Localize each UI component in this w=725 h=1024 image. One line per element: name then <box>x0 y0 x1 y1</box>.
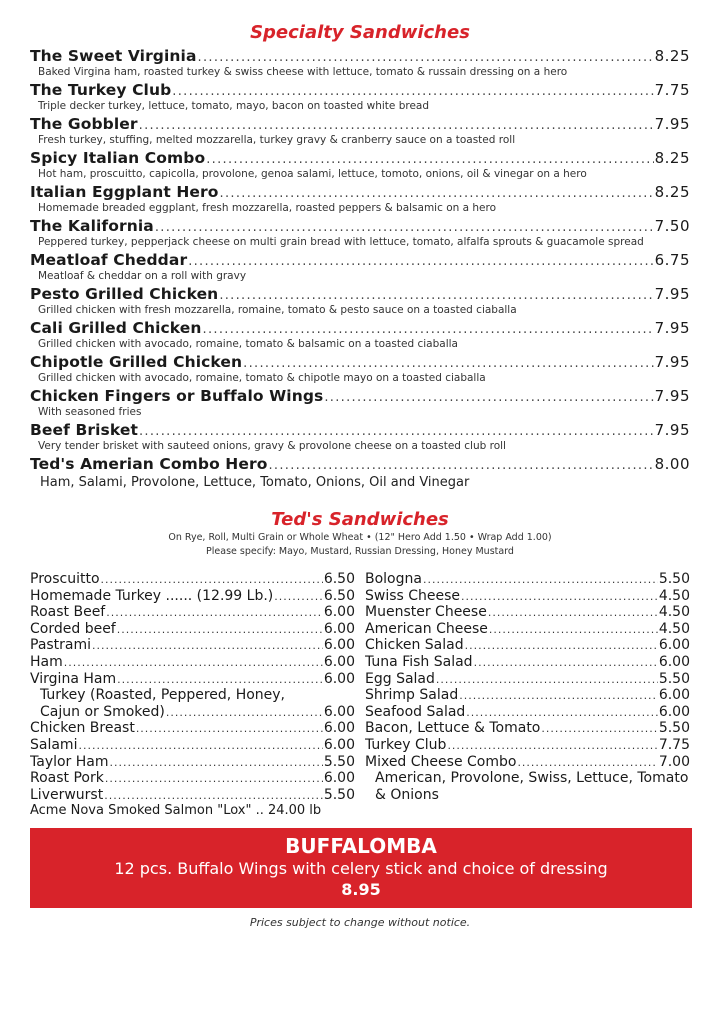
menu-page <box>30 22 690 929</box>
menu-item-row <box>30 387 690 406</box>
menu-item-description: Meatloaf & cheddar on a roll with gravy <box>38 270 247 282</box>
menu-item <box>30 81 690 113</box>
list-item-name: Tuna Fish Salad <box>365 653 473 670</box>
dot-leader <box>447 739 657 752</box>
dot-leader <box>110 756 323 769</box>
menu-item-row <box>30 115 690 134</box>
menu-item-price: 7.95 <box>654 421 690 439</box>
list-item <box>365 621 690 638</box>
menu-item-row <box>30 455 690 474</box>
price-disclaimer: Prices subject to change without notice. <box>249 915 471 929</box>
dot-leader <box>198 50 654 65</box>
list-item-price: 6.00 <box>323 620 355 637</box>
condiment-note: Please specify: Mayo, Mustard, Russian Dressing, Honey Mustard <box>206 546 514 557</box>
menu-item-row <box>30 47 690 66</box>
list-item-name: Roast Pork <box>30 770 104 787</box>
list-item <box>365 654 690 671</box>
dot-leader <box>436 673 658 686</box>
dot-leader <box>92 639 323 652</box>
menu-item-name: The Turkey Club <box>30 81 172 99</box>
menu-item-price: 8.25 <box>654 47 690 65</box>
dot-leader <box>489 623 658 636</box>
menu-item <box>30 217 690 249</box>
dot-leader <box>461 590 658 603</box>
list-item-name: Corded beef <box>30 620 116 637</box>
list-item <box>30 654 355 671</box>
list-item-price: 5.50 <box>658 670 690 687</box>
list-item <box>365 704 690 721</box>
list-item-price: 6.00 <box>658 703 690 720</box>
menu-item-description: With seasoned fries <box>38 406 142 418</box>
list-item-name: Egg Salad <box>365 670 435 687</box>
menu-item-name: Spicy Italian Combo <box>30 149 206 167</box>
dot-leader <box>139 424 654 439</box>
list-item-name: Virgina Ham <box>30 670 117 687</box>
banner-title: BUFFALOMBA <box>285 833 437 858</box>
teds-columns <box>30 571 690 820</box>
teds-left-column <box>30 571 355 820</box>
list-item-name: Proscuitto <box>30 571 100 587</box>
list-item-price: 5.50 <box>323 753 355 770</box>
list-item-price: 6.00 <box>658 687 690 704</box>
menu-item-name: Italian Eggplant Hero <box>30 183 219 201</box>
menu-item-row <box>30 251 690 270</box>
list-item-name: American Cheese <box>365 620 488 637</box>
list-item-name: Seafood Salad <box>365 703 466 720</box>
dot-leader <box>117 673 323 686</box>
menu-item-name: Pesto Grilled Chicken <box>30 285 219 303</box>
list-item <box>30 720 355 737</box>
dot-leader <box>541 722 657 735</box>
list-item <box>30 704 355 721</box>
dot-leader <box>203 322 654 337</box>
list-item <box>365 588 690 605</box>
dot-leader <box>274 590 323 603</box>
buffalomba-banner <box>30 828 692 908</box>
dot-leader <box>459 689 658 702</box>
list-item <box>30 754 355 771</box>
menu-item-description: Grilled chicken with avocado, romaine, tomato & chipotle mayo on a toasted ciaballa <box>38 372 486 384</box>
dot-leader <box>324 390 653 405</box>
list-item-price: 5.50 <box>658 571 690 587</box>
dot-leader <box>188 254 653 269</box>
list-item-name: Salami <box>30 736 78 753</box>
dot-leader <box>488 606 658 619</box>
banner-price: 8.95 <box>341 879 381 899</box>
menu-item-name: The Kalifornia <box>30 217 154 235</box>
dot-leader <box>474 656 658 669</box>
menu-item <box>30 149 690 181</box>
list-item-price: 6.00 <box>323 770 355 787</box>
list-item <box>30 604 355 621</box>
list-item-price: 4.50 <box>658 604 690 621</box>
menu-item-price: 8.00 <box>654 455 690 473</box>
menu-item-name: Ted's Amerian Combo Hero <box>30 455 268 473</box>
dot-leader <box>155 220 654 235</box>
list-item-price: 4.50 <box>658 620 690 637</box>
menu-item-name: Chicken Fingers or Buffalo Wings <box>30 387 324 405</box>
menu-item-row <box>30 149 690 168</box>
list-item-name: Pastrami <box>30 637 92 654</box>
list-item <box>365 571 690 588</box>
list-item-name: Liverwurst <box>30 786 104 803</box>
specialty-list <box>30 47 690 491</box>
dot-leader <box>517 756 657 769</box>
menu-item <box>30 421 690 453</box>
list-item-name: Taylor Ham <box>30 753 109 770</box>
menu-item <box>30 285 690 317</box>
menu-item-name: Meatloaf Cheddar <box>30 251 188 269</box>
menu-item-price: 7.95 <box>654 353 690 371</box>
menu-item-description: Very tender brisket with sauteed onions, gravy & provolone cheese on a toasted club roll <box>38 440 506 452</box>
dot-leader <box>465 639 658 652</box>
menu-item-name: Beef Brisket <box>30 421 138 439</box>
menu-item-description: Grilled chicken with avocado, romaine, tomato & balsamic on a toasted ciaballa <box>38 338 458 350</box>
menu-item-price: 8.25 <box>654 149 690 167</box>
menu-item-description: Hot ham, proscuitto, capicolla, provolone, genoa salami, lettuce, tomoto, onions, oil & vinegar on a hero <box>38 168 587 180</box>
menu-item-price: 7.75 <box>654 81 690 99</box>
menu-item-name: The Gobbler <box>30 115 138 133</box>
list-item <box>30 637 355 654</box>
list-item <box>30 770 355 787</box>
menu-item-description: Fresh turkey, stuffing, melted mozzarella, turkey gravy & cranberry sauce on a toasted roll <box>38 134 516 146</box>
list-item-price: 6.00 <box>323 653 355 670</box>
dot-leader <box>423 573 658 586</box>
list-item-price: 6.00 <box>323 604 355 621</box>
menu-item-description: Ham, Salami, Provolone, Lettuce, Tomato, Onions, Oil and Vinegar <box>40 475 470 490</box>
menu-item-row <box>30 353 690 372</box>
dot-leader <box>466 706 658 719</box>
dot-leader <box>105 772 323 785</box>
menu-item-description: Grilled chicken with fresh mozzarella, romaine, tomato & pesto sauce on a toasted ciaballa <box>38 304 517 316</box>
menu-item <box>30 183 690 215</box>
list-item-price: 6.00 <box>658 653 690 670</box>
list-item <box>365 737 690 754</box>
list-item-name: Chicken Salad <box>365 637 464 654</box>
menu-item-row <box>30 183 690 202</box>
list-item-price: 6.00 <box>323 637 355 654</box>
list-item-name: Swiss Cheese <box>365 587 461 604</box>
list-item-price: 7.75 <box>658 736 690 753</box>
list-item-name: Roast Beef <box>30 604 106 621</box>
menu-item-description: Peppered turkey, pepperjack cheese on multi grain bread with lettuce, tomato, alfalfa sprouts & guacamole spread <box>38 236 644 248</box>
menu-item-row <box>30 285 690 304</box>
list-item-price: 6.50 <box>323 587 355 604</box>
menu-item-row <box>30 319 690 338</box>
menu-item-price: 7.95 <box>654 285 690 303</box>
menu-item-price: 7.50 <box>654 217 690 235</box>
list-item-price: 6.00 <box>658 637 690 654</box>
list-item <box>30 671 355 688</box>
menu-item-price: 6.75 <box>654 251 690 269</box>
list-item-name: Chicken Breast <box>30 720 135 737</box>
list-item <box>365 671 690 688</box>
dot-leader <box>104 789 323 802</box>
list-item <box>365 720 690 737</box>
menu-item-price: 7.95 <box>654 387 690 405</box>
teds-sandwiches-title: Ted's Sandwiches <box>271 509 449 530</box>
list-item <box>365 604 690 621</box>
menu-item-price: 8.25 <box>654 183 690 201</box>
menu-item-description: Triple decker turkey, lettuce, tomato, mayo, bacon on toasted white bread <box>38 100 430 112</box>
list-item-name: Shrimp Salad <box>365 687 459 704</box>
menu-item-name: Chipotle Grilled Chicken <box>30 353 243 371</box>
menu-item-name: Cali Grilled Chicken <box>30 319 202 337</box>
dot-leader <box>219 288 653 303</box>
list-item-price: 6.00 <box>323 670 355 687</box>
list-item <box>30 621 355 638</box>
list-item <box>30 737 355 754</box>
dot-leader <box>269 458 654 473</box>
dot-leader <box>139 118 654 133</box>
dot-leader <box>117 623 323 636</box>
list-item-name: Turkey Club <box>365 736 447 753</box>
list-item-price: 6.00 <box>323 736 355 753</box>
list-item-price: 4.50 <box>658 587 690 604</box>
list-item-name: Ham <box>30 653 63 670</box>
menu-item-price: 7.95 <box>654 319 690 337</box>
list-item-price: 6.00 <box>323 703 355 720</box>
menu-item <box>30 115 690 147</box>
list-item-price: 5.50 <box>658 720 690 737</box>
dot-leader <box>172 84 653 99</box>
dot-leader <box>101 573 323 586</box>
list-item <box>30 787 355 804</box>
list-item <box>365 637 690 654</box>
teds-right-column <box>365 571 690 820</box>
dot-leader <box>166 706 323 719</box>
menu-item-description: Baked Virgina ham, roasted turkey & swiss cheese with lettuce, tomato & russain dressing on a hero <box>38 66 568 78</box>
dot-leader <box>220 186 654 201</box>
list-item-name: Muenster Cheese <box>365 604 487 621</box>
dot-leader <box>106 606 323 619</box>
menu-item-name: The Sweet Virginia <box>30 47 197 65</box>
menu-item <box>30 251 690 283</box>
list-item <box>365 687 690 704</box>
list-item <box>30 588 355 605</box>
dot-leader <box>243 356 653 371</box>
menu-item-row <box>30 217 690 236</box>
list-item-name: Mixed Cheese Combo <box>365 753 517 770</box>
dot-leader <box>206 152 653 167</box>
list-item-name: Bacon, Lettuce & Tomato <box>365 720 541 737</box>
list-item <box>365 754 690 771</box>
lox-item: Acme Nova Smoked Salmon "Lox" .. 24.00 lb <box>30 803 322 819</box>
menu-item <box>30 353 690 385</box>
menu-item-row <box>30 421 690 440</box>
dot-leader <box>78 739 322 752</box>
specialty-sandwiches-title: Specialty Sandwiches <box>250 22 470 43</box>
list-item-name: Cajun or Smoked) <box>40 703 165 720</box>
list-item-price: 7.00 <box>658 753 690 770</box>
mixed-cheese-combo-detail: American, Provolone, Swiss, Lettuce, Tomato & Onions <box>375 770 689 803</box>
menu-item <box>30 455 690 491</box>
banner-description: 12 pcs. Buffalo Wings with celery stick and choice of dressing <box>114 858 608 878</box>
list-item: Turkey (Roasted, Peppered, Honey, <box>40 687 286 704</box>
list-item-price: 6.00 <box>323 720 355 737</box>
menu-item-price: 7.95 <box>654 115 690 133</box>
menu-item <box>30 319 690 351</box>
list-item <box>30 571 355 588</box>
dot-leader <box>64 656 323 669</box>
bread-options-note: On Rye, Roll, Multi Grain or Whole Wheat • (12" Hero Add 1.50 • Wrap Add 1.00) <box>168 532 552 543</box>
dot-leader <box>136 722 323 735</box>
list-item-price: 6.50 <box>323 571 355 587</box>
list-item-name: Homemade Turkey ...... (12.99 Lb.) <box>30 587 274 604</box>
list-item-price: 5.50 <box>323 786 355 803</box>
menu-item-description: Homemade breaded eggplant, fresh mozzarella, roasted peppers & balsamic on a hero <box>38 202 497 214</box>
menu-item-row <box>30 81 690 100</box>
menu-item <box>30 387 690 419</box>
menu-item <box>30 47 690 79</box>
list-item-name: Bologna <box>365 571 422 587</box>
